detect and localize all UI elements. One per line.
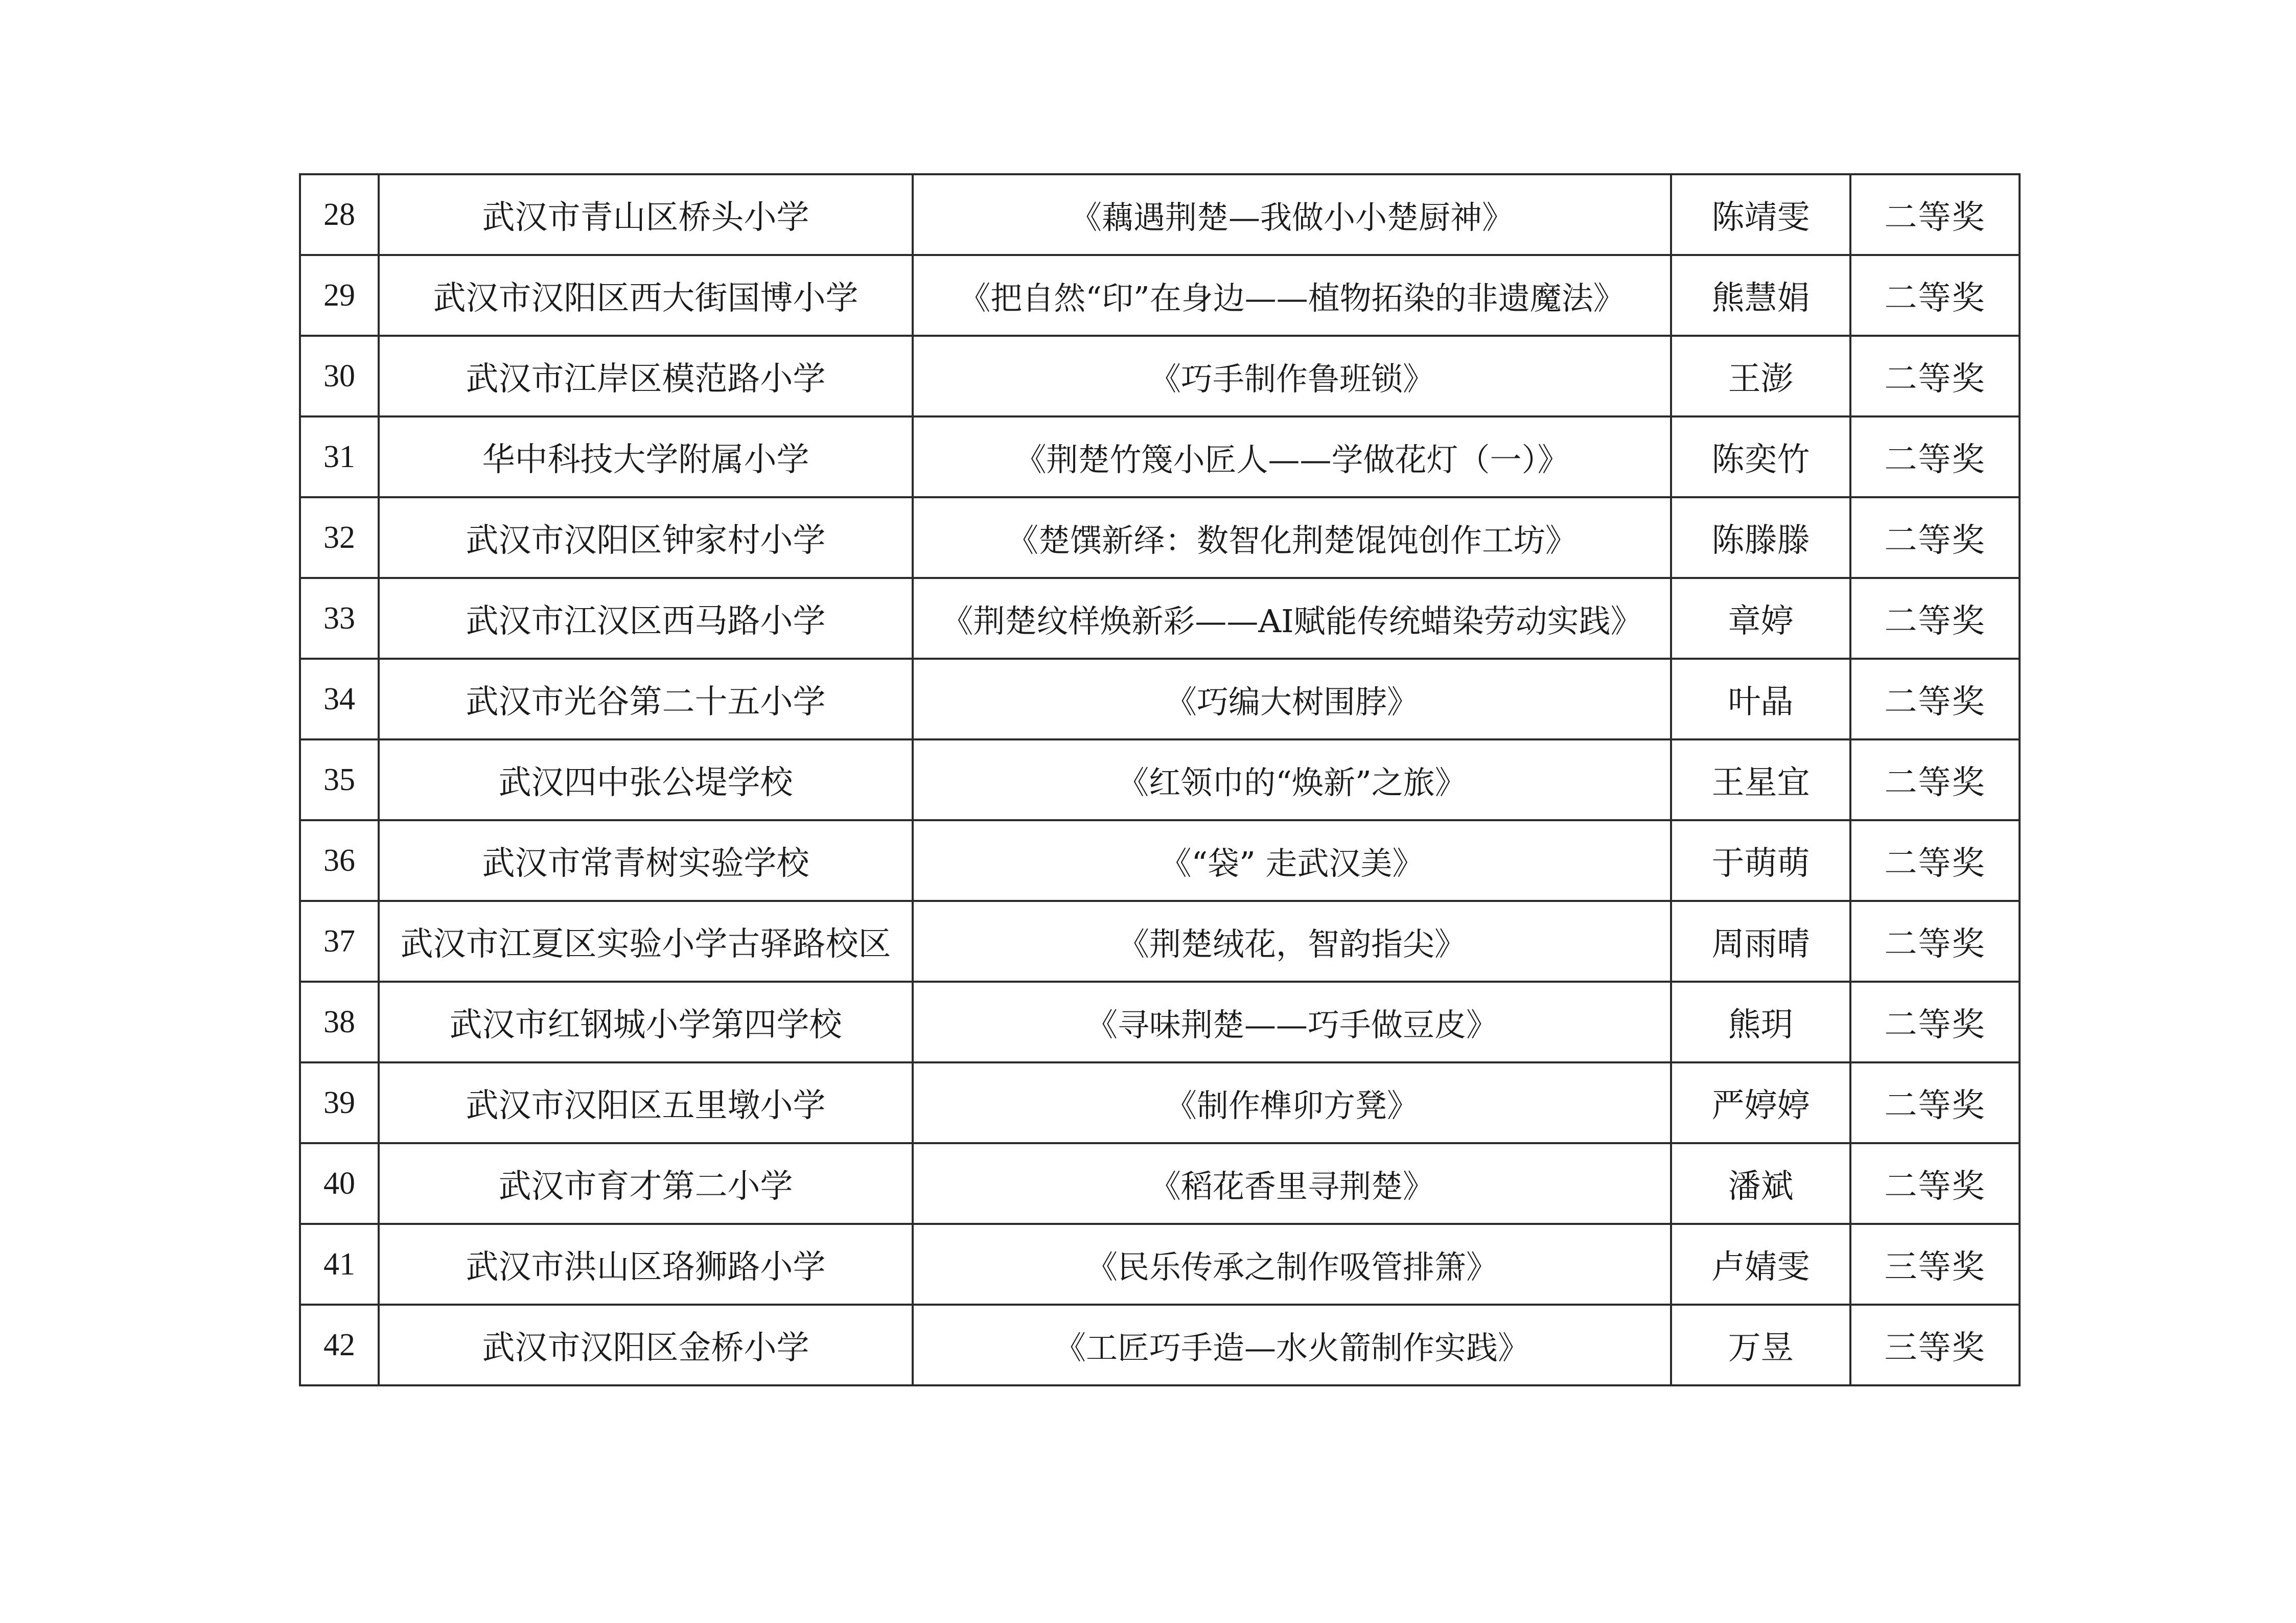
awards-table xyxy=(299,173,2021,1386)
work-title-cell: 《楚馔新绎：数智化荆楚馄饨创作工坊》 xyxy=(913,497,1671,578)
work-title-cell: 《把自然“印”在身边——植物拓染的非遗魔法》 xyxy=(913,255,1671,336)
school-cell: 华中科技大学附属小学 xyxy=(379,416,913,497)
table-row xyxy=(300,578,2020,659)
work-title-cell: 《稻花香里寻荆楚》 xyxy=(913,1143,1671,1224)
row-number-cell: 30 xyxy=(300,336,379,416)
table-row xyxy=(300,820,2020,901)
school-cell: 武汉市常青树实验学校 xyxy=(379,820,913,901)
row-number-cell: 34 xyxy=(300,659,379,739)
table-row xyxy=(300,336,2020,416)
work-title-cell: 《寻味荆楚——巧手做豆皮》 xyxy=(913,982,1671,1062)
school-cell: 武汉市光谷第二十五小学 xyxy=(379,659,913,739)
award-cell: 二等奖 xyxy=(1850,659,2020,739)
table-row xyxy=(300,1143,2020,1224)
row-number-cell: 35 xyxy=(300,739,379,820)
table-row xyxy=(300,901,2020,982)
work-title-cell: 《荆楚竹篾小匠人——学做花灯（一）》 xyxy=(913,416,1671,497)
table-row xyxy=(300,255,2020,336)
award-cell: 二等奖 xyxy=(1850,1062,2020,1143)
work-title-cell: 《红领巾的“焕新”之旅》 xyxy=(913,739,1671,820)
work-title-cell: 《巧编大树围脖》 xyxy=(913,659,1671,739)
school-cell: 武汉市洪山区珞狮路小学 xyxy=(379,1224,913,1305)
teacher-cell: 万昱 xyxy=(1671,1305,1850,1385)
table-row xyxy=(300,982,2020,1062)
school-cell: 武汉市汉阳区西大街国博小学 xyxy=(379,255,913,336)
award-cell: 二等奖 xyxy=(1850,1143,2020,1224)
work-title-cell: 《巧手制作鲁班锁》 xyxy=(913,336,1671,416)
school-cell: 武汉市江岸区模范路小学 xyxy=(379,336,913,416)
award-cell: 三等奖 xyxy=(1850,1305,2020,1385)
school-cell: 武汉市红钢城小学第四学校 xyxy=(379,982,913,1062)
work-title-cell: 《制作榫卯方凳》 xyxy=(913,1062,1671,1143)
school-cell: 武汉市江汉区西马路小学 xyxy=(379,578,913,659)
award-cell: 二等奖 xyxy=(1850,901,2020,982)
award-cell: 二等奖 xyxy=(1850,820,2020,901)
teacher-cell: 潘斌 xyxy=(1671,1143,1850,1224)
teacher-cell: 陈靖雯 xyxy=(1671,174,1850,255)
work-title-cell: 《荆楚绒花，智韵指尖》 xyxy=(913,901,1671,982)
table-row xyxy=(300,497,2020,578)
table-row xyxy=(300,739,2020,820)
row-number-cell: 33 xyxy=(300,578,379,659)
teacher-cell: 叶晶 xyxy=(1671,659,1850,739)
teacher-cell: 严婷婷 xyxy=(1671,1062,1850,1143)
table-row xyxy=(300,1062,2020,1143)
teacher-cell: 熊慧娟 xyxy=(1671,255,1850,336)
table-row xyxy=(300,659,2020,739)
award-cell: 二等奖 xyxy=(1850,255,2020,336)
row-number-cell: 41 xyxy=(300,1224,379,1305)
award-cell: 二等奖 xyxy=(1850,174,2020,255)
teacher-cell: 章婷 xyxy=(1671,578,1850,659)
award-cell: 二等奖 xyxy=(1850,982,2020,1062)
row-number-cell: 38 xyxy=(300,982,379,1062)
award-cell: 二等奖 xyxy=(1850,416,2020,497)
teacher-cell: 陈滕滕 xyxy=(1671,497,1850,578)
school-cell: 武汉市江夏区实验小学古驿路校区 xyxy=(379,901,913,982)
award-cell: 二等奖 xyxy=(1850,739,2020,820)
row-number-cell: 37 xyxy=(300,901,379,982)
row-number-cell: 42 xyxy=(300,1305,379,1385)
award-cell: 二等奖 xyxy=(1850,578,2020,659)
row-number-cell: 40 xyxy=(300,1143,379,1224)
row-number-cell: 31 xyxy=(300,416,379,497)
teacher-cell: 卢婧雯 xyxy=(1671,1224,1850,1305)
work-title-cell: 《工匠巧手造—水火箭制作实践》 xyxy=(913,1305,1671,1385)
school-cell: 武汉市汉阳区五里墩小学 xyxy=(379,1062,913,1143)
table-row xyxy=(300,1305,2020,1385)
work-title-cell: 《“袋” 走武汉美》 xyxy=(913,820,1671,901)
school-cell: 武汉市育才第二小学 xyxy=(379,1143,913,1224)
table-body xyxy=(300,174,2020,1385)
teacher-cell: 于萌萌 xyxy=(1671,820,1850,901)
award-cell: 三等奖 xyxy=(1850,1224,2020,1305)
row-number-cell: 28 xyxy=(300,174,379,255)
teacher-cell: 王澎 xyxy=(1671,336,1850,416)
table-row xyxy=(300,174,2020,255)
award-cell: 二等奖 xyxy=(1850,336,2020,416)
teacher-cell: 熊玥 xyxy=(1671,982,1850,1062)
school-cell: 武汉市青山区桥头小学 xyxy=(379,174,913,255)
school-cell: 武汉市汉阳区钟家村小学 xyxy=(379,497,913,578)
teacher-cell: 陈奕竹 xyxy=(1671,416,1850,497)
row-number-cell: 36 xyxy=(300,820,379,901)
school-cell: 武汉市汉阳区金桥小学 xyxy=(379,1305,913,1385)
work-title-cell: 《民乐传承之制作吸管排箫》 xyxy=(913,1224,1671,1305)
table-row xyxy=(300,416,2020,497)
work-title-cell: 《藕遇荆楚—我做小小楚厨神》 xyxy=(913,174,1671,255)
row-number-cell: 29 xyxy=(300,255,379,336)
row-number-cell: 32 xyxy=(300,497,379,578)
work-title-cell: 《荆楚纹样焕新彩——AI赋能传统蜡染劳动实践》 xyxy=(913,578,1671,659)
table-row xyxy=(300,1224,2020,1305)
teacher-cell: 周雨晴 xyxy=(1671,901,1850,982)
teacher-cell: 王星宜 xyxy=(1671,739,1850,820)
award-cell: 二等奖 xyxy=(1850,497,2020,578)
school-cell: 武汉四中张公堤学校 xyxy=(379,739,913,820)
row-number-cell: 39 xyxy=(300,1062,379,1143)
